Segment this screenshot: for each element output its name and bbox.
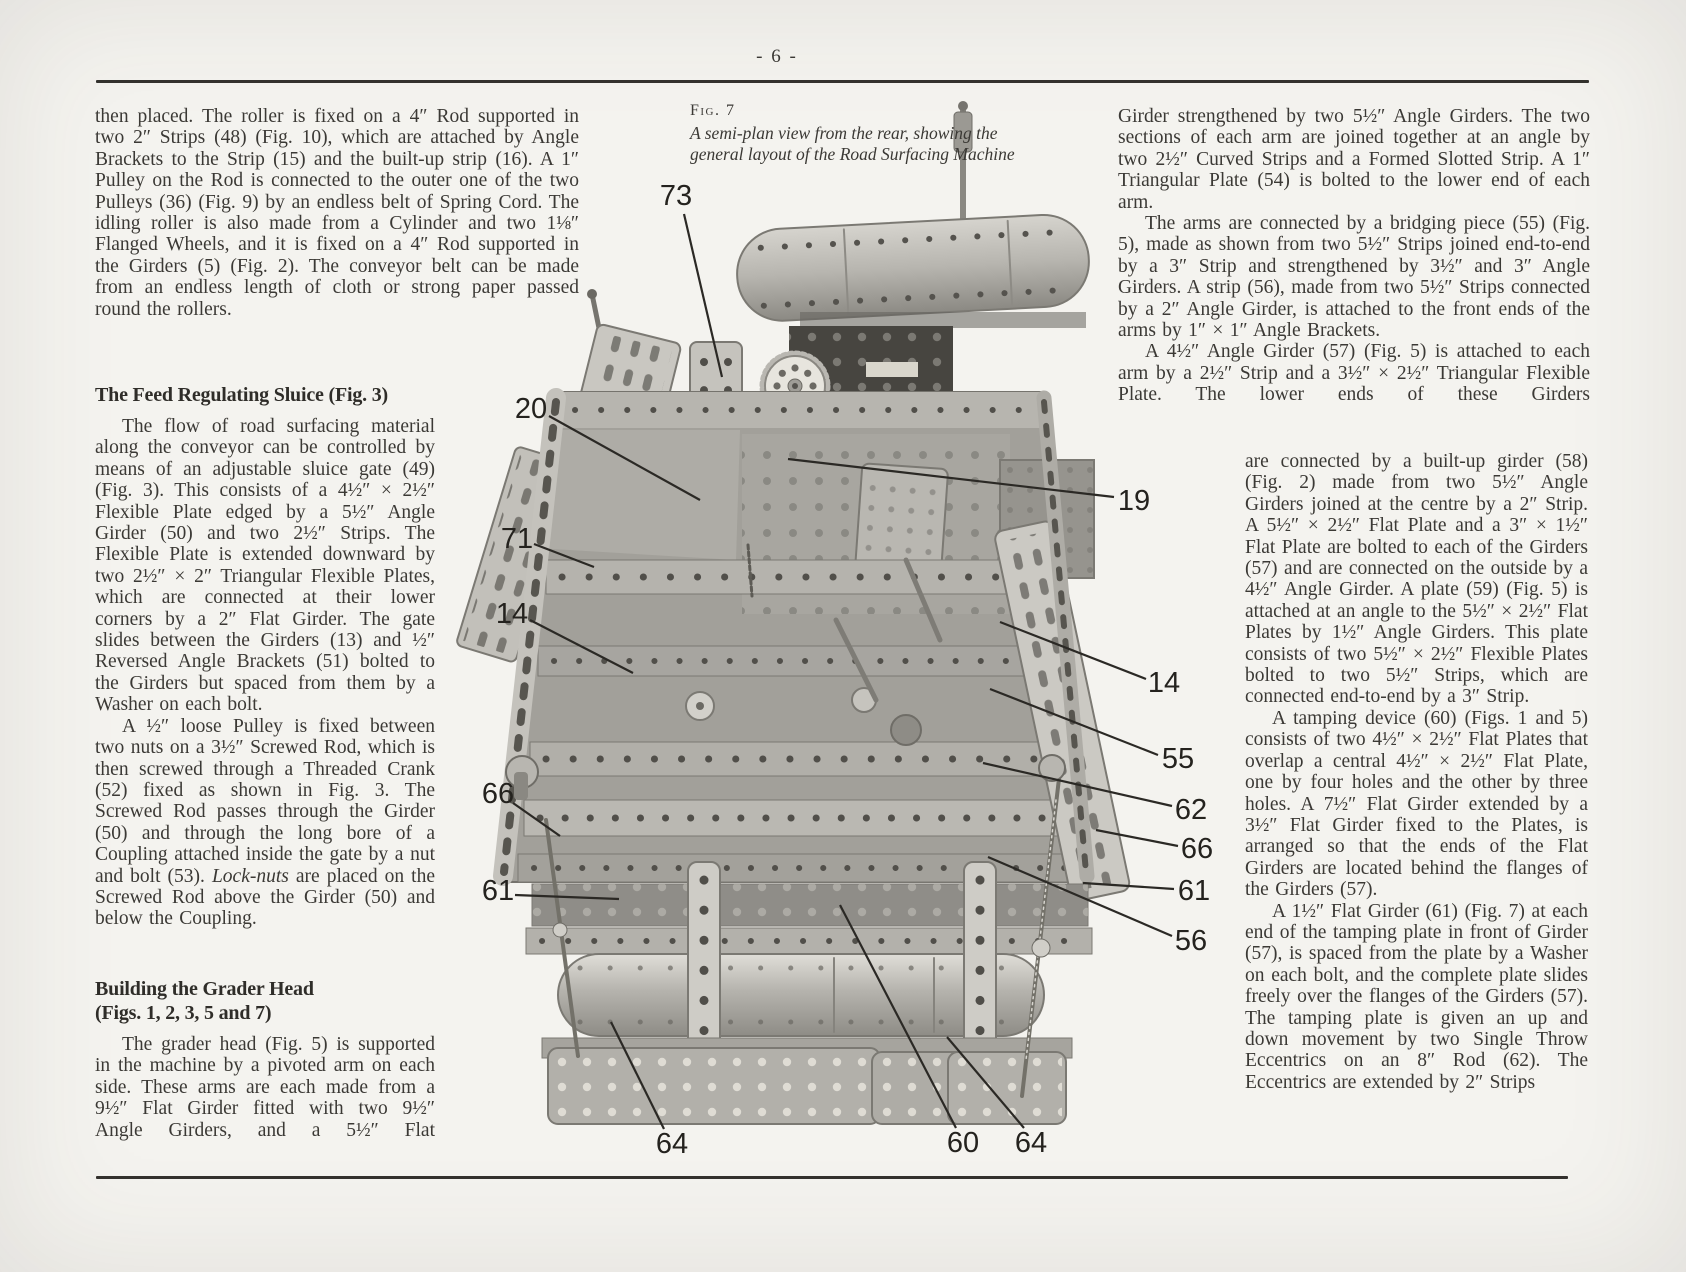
figure-callout-64-right: 64 [1014,1127,1048,1159]
paragraph-text: A ½″ loose Pulley is fixed between two nuts on a 3½″ Screwed Rod, which is then screwed through a Threaded Crank (52) fixed as shown in Fig. 3. The Screwed Rod passes through the Girder (50) and through the long bore of a Coupling attached inside the gate by a nut and bolt (53). [95,715,435,887]
left-column-feed-sluice-section [95,383,435,930]
figure-callout-55: 55 [1161,743,1195,775]
paragraph-angle-girder-57: A 4½″ Angle Girder (57) (Fig. 5) is attached to each arm by a 2½″ Strip and a 3½″ × 2½″ Triangular Flexible Plate. The lower ends of these Girders [1118,341,1590,406]
paragraph-flat-girder-61: A 1½″ Flat Girder (61) (Fig. 7) at each end of the tamping plate in front of Girder (57), is spaced from the plate by a Washer on each bolt, and the complete plate slides freely over the flanges of the Girders (57). The tamping plate is given an up and down movement by two Single Throw Eccentrics on an 8″ Rod (62). The Eccentrics are extended by 2″ Strips [1245,900,1588,1093]
hopper-drum [735,213,1091,323]
left-column-grader-head-section [95,977,435,1141]
section-heading-grader-head-line2: (Figs. 1, 2, 3, 5 and 7) [95,1002,272,1024]
figure-label: Fig. 7 [690,102,736,119]
paragraph-tamping-device: A tamping device (60) (Figs. 1 and 5) consists of two 4½″ × 2½″ Flat Plates that overlap a central 4½″ × 2½″ Flat Plate, one by four holes and the other by three holes. A 7½″ Flat Girder extended by a 3½″ Flat Girder fixed to the Plates, is arranged so that the ends of the Flat Girders are located behind the flanges of the Girders (57). [1245,707,1588,901]
paragraph-arm-girders: Girder strengthened by two 5½″ Angle Girders. The two sections of each arm are joined together at an angle by two 2½″ Curved Strips and a Formed Slotted Strip. A 1″ Triangular Plate (54) is bolted to the lower end of each arm. [1118,106,1590,213]
figure-callout-60: 60 [946,1127,980,1159]
paragraph-italic-lock-nuts: Lock-nuts [211,865,289,887]
paragraph-built-up-girder: are connected by a built-up girder (58) (Fig. 2) made from two 5½″ Angle Girders joined at the centre by a 2″ Strip. A 5½″ × 2½″ Flat Plate and a 3″ × 1½″ Flat Plate are bolted to each of the Girders (57) and are connected on the outside by a 4½″ Angle Girder. A plate (59) (Fig. 5) is attached at an angle to the 5½″ × 2½″ Flat Plates by 1½″ Angle Girders. This plate consists of two 5½″ × 2½″ Flexible Plates bolted to two 5½″ Strips, which are connected end-to-end by a 3″ Strip. [1245,451,1588,708]
figure-callout-14-left: 14 [495,598,529,630]
figure-callout-14-right: 14 [1147,667,1181,699]
figure-callout-66-right: 66 [1180,833,1214,865]
figure-callout-61-right: 61 [1177,875,1211,907]
paragraph-conveyor-rollers: then placed. The roller is fixed on a 4″ Rod supported in two 2″ Strips (48) (Fig. 10), which are attached by Angle Brackets to the Strip (15) and the built-up strip (16). A 1″ Pulley on the Rod is connected to the outer one of the two Pulleys (36) (Fig. 9) by an endless belt of Spring Cord. The idling roller is also made from a Cylinder and two 1⅛″ Flanged Wheels, and it is fixed on a 4″ Rod supported in the Girders (5) (Fig. 2). The conveyor belt can be made from an endless length of cloth or strong paper passed round the rollers. [95,106,579,320]
figure-caption-block [690,102,1020,164]
paragraph-grader-head: The grader head (Fig. 5) is supported in the machine by a pivoted arm on each side. These arms are each made from a 9½″ Flat Girder fitted with two 9½″ Angle Girders, and a 5½″ Flat [95,1034,435,1141]
figure-callout-62: 62 [1174,794,1208,826]
figure-callout-66-left: 66 [481,778,515,810]
figure-callout-19: 19 [1117,485,1151,517]
section-heading-feed-sluice: The Feed Regulating Sluice (Fig. 3) [95,384,388,406]
right-column-top [1118,106,1590,406]
paragraph-sluice-gate: The flow of road surfacing material along the conveyor can be controlled by means of an adjustable sluice gate (49) (Fig. 3). This consists of a 4½″ × 2½″ Flexible Plate edged by a 5½″ Angle Girder (50) and two 2½″ Strips. The Flexible Plate is extended downward by two 2½″ × 2″ Triangular Flexible Plates, which are connected at their lower corners by a 2″ Flat Girder. The gate slides between the Girders (13) and ½″ Reversed Angle Brackets (51) bolted to the Girders but spaced from them by a Washer on each bolt. [95,416,435,716]
figure-callout-56: 56 [1174,925,1208,957]
figure-caption: A semi-plan view from the rear, showing the general layout of the Road Surfacing Machine [690,123,1015,164]
figure-callout-73: 73 [659,180,693,212]
section-heading-grader-head-line1: Building the Grader Head [95,978,314,1000]
paragraph-text: are placed on the Screwed Rod above the Girder (50) and below the Coupling. [95,865,435,930]
figure-callout-71: 71 [500,523,534,555]
left-column-top [95,106,579,320]
paragraph-screwed-rod [95,716,435,930]
paragraph-bridging-piece: The arms are connected by a bridging piece (55) (Fig. 5), made as shown from two 5½″ Strips joined end-to-end by a 3″ Strip and strengthened by 3½″ and 3″ Angle Girders. A strip (56), made from two 5½″ Strips connected by a 2″ Angle Girder, is attached to the front ends of the arms by 1″ × 1″ Angle Brackets. [1118,213,1590,342]
right-column-narrow [1245,451,1588,1093]
figure-callout-20: 20 [514,393,548,425]
page-number: - 6 - [756,46,798,67]
figure-callout-64-left: 64 [655,1128,689,1160]
figure-callout-61-left: 61 [481,875,515,907]
